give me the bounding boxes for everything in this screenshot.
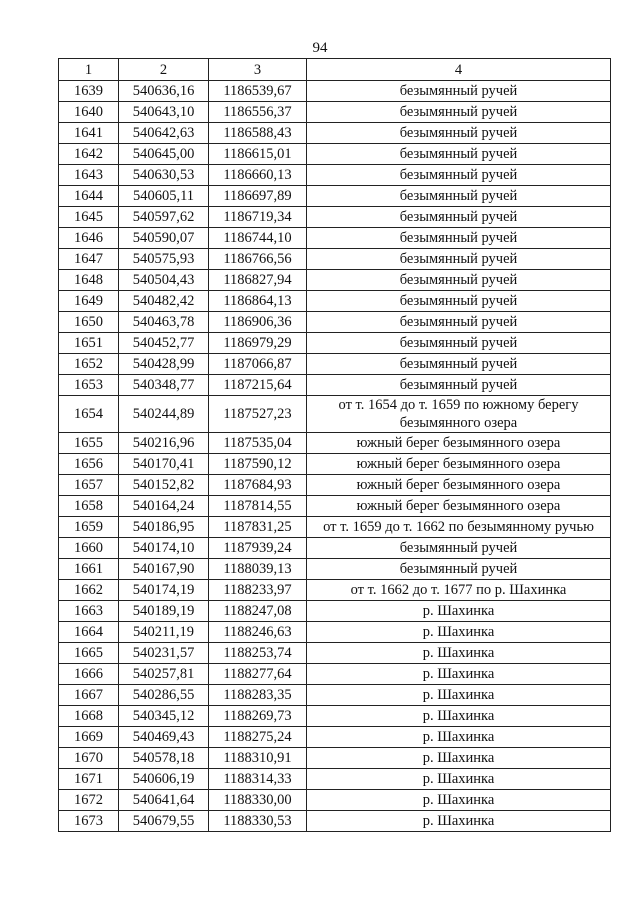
y-coordinate-cell: 1187066,87	[209, 354, 307, 375]
x-coordinate-cell: 540641,64	[119, 790, 209, 811]
x-coordinate-cell: 540428,99	[119, 354, 209, 375]
point-number-cell: 1663	[59, 601, 119, 622]
point-number-cell: 1659	[59, 517, 119, 538]
point-number-cell: 1645	[59, 207, 119, 228]
point-number-cell: 1662	[59, 580, 119, 601]
point-number-cell: 1666	[59, 664, 119, 685]
y-coordinate-cell: 1187590,12	[209, 454, 307, 475]
x-coordinate-cell: 540575,93	[119, 249, 209, 270]
y-coordinate-cell: 1188330,53	[209, 811, 307, 832]
table-row	[59, 496, 611, 517]
y-coordinate-cell: 1188039,13	[209, 559, 307, 580]
table-row	[59, 601, 611, 622]
x-coordinate-cell: 540605,11	[119, 186, 209, 207]
description-cell: безымянный ручей	[307, 81, 611, 102]
description-cell: безымянный ручей	[307, 559, 611, 580]
x-coordinate-cell: 540286,55	[119, 685, 209, 706]
y-coordinate-cell: 1186766,56	[209, 249, 307, 270]
x-coordinate-cell: 540642,63	[119, 123, 209, 144]
table-row	[59, 312, 611, 333]
y-coordinate-cell: 1188253,74	[209, 643, 307, 664]
y-coordinate-cell: 1188283,35	[209, 685, 307, 706]
point-number-cell: 1656	[59, 454, 119, 475]
y-coordinate-cell: 1187939,24	[209, 538, 307, 559]
x-coordinate-cell: 540590,07	[119, 228, 209, 249]
point-number-cell: 1649	[59, 291, 119, 312]
table-body	[59, 81, 611, 832]
description-cell: р. Шахинка	[307, 622, 611, 643]
table-row	[59, 538, 611, 559]
x-coordinate-cell: 540345,12	[119, 706, 209, 727]
description-cell: р. Шахинка	[307, 790, 611, 811]
y-coordinate-cell: 1186697,89	[209, 186, 307, 207]
x-coordinate-cell: 540231,57	[119, 643, 209, 664]
x-coordinate-cell: 540630,53	[119, 165, 209, 186]
description-cell: безымянный ручей	[307, 186, 611, 207]
description-cell: безымянный ручей	[307, 102, 611, 123]
x-coordinate-cell: 540469,43	[119, 727, 209, 748]
y-coordinate-cell: 1188277,64	[209, 664, 307, 685]
table-row	[59, 291, 611, 312]
description-cell: безымянный ручей	[307, 333, 611, 354]
point-number-cell: 1642	[59, 144, 119, 165]
y-coordinate-cell: 1188330,00	[209, 790, 307, 811]
x-coordinate-cell: 540606,19	[119, 769, 209, 790]
description-cell: безымянный ручей	[307, 144, 611, 165]
y-coordinate-cell: 1188269,73	[209, 706, 307, 727]
y-coordinate-cell: 1188310,91	[209, 748, 307, 769]
y-coordinate-cell: 1188314,33	[209, 769, 307, 790]
column-header: 2	[119, 59, 209, 81]
x-coordinate-cell: 540348,77	[119, 375, 209, 396]
point-number-cell: 1667	[59, 685, 119, 706]
column-header: 3	[209, 59, 307, 81]
y-coordinate-cell: 1187814,55	[209, 496, 307, 517]
x-coordinate-cell: 540170,41	[119, 454, 209, 475]
table-row	[59, 790, 611, 811]
x-coordinate-cell: 540482,42	[119, 291, 209, 312]
description-cell: безымянный ручей	[307, 354, 611, 375]
point-number-cell: 1652	[59, 354, 119, 375]
y-coordinate-cell: 1188233,97	[209, 580, 307, 601]
y-coordinate-cell: 1188247,08	[209, 601, 307, 622]
point-number-cell: 1654	[59, 396, 119, 433]
y-coordinate-cell: 1186539,67	[209, 81, 307, 102]
table-row	[59, 375, 611, 396]
table-row	[59, 165, 611, 186]
x-coordinate-cell: 540174,19	[119, 580, 209, 601]
point-number-cell: 1653	[59, 375, 119, 396]
point-number-cell: 1673	[59, 811, 119, 832]
description-cell: безымянный ручей	[307, 375, 611, 396]
x-coordinate-cell: 540504,43	[119, 270, 209, 291]
table-row	[59, 664, 611, 685]
table-row	[59, 475, 611, 496]
x-coordinate-cell: 540452,77	[119, 333, 209, 354]
table-row	[59, 123, 611, 144]
table-row	[59, 706, 611, 727]
y-coordinate-cell: 1187527,23	[209, 396, 307, 433]
description-cell: от т. 1662 до т. 1677 по р. Шахинка	[307, 580, 611, 601]
point-number-cell: 1644	[59, 186, 119, 207]
point-number-cell: 1671	[59, 769, 119, 790]
x-coordinate-cell: 540189,19	[119, 601, 209, 622]
table-row	[59, 685, 611, 706]
point-number-cell: 1664	[59, 622, 119, 643]
table-row	[59, 454, 611, 475]
table-row	[59, 333, 611, 354]
x-coordinate-cell: 540174,10	[119, 538, 209, 559]
point-number-cell: 1669	[59, 727, 119, 748]
x-coordinate-cell: 540216,96	[119, 433, 209, 454]
description-cell: от т. 1654 до т. 1659 по южному берегу безымянного озера	[307, 396, 611, 433]
y-coordinate-cell: 1187831,25	[209, 517, 307, 538]
y-coordinate-cell: 1187684,93	[209, 475, 307, 496]
table-row	[59, 559, 611, 580]
point-number-cell: 1643	[59, 165, 119, 186]
x-coordinate-cell: 540211,19	[119, 622, 209, 643]
x-coordinate-cell: 540186,95	[119, 517, 209, 538]
point-number-cell: 1657	[59, 475, 119, 496]
x-coordinate-cell: 540597,62	[119, 207, 209, 228]
table-row	[59, 207, 611, 228]
table-row	[59, 769, 611, 790]
y-coordinate-cell: 1186744,10	[209, 228, 307, 249]
description-cell: южный берег безымянного озера	[307, 496, 611, 517]
table-row	[59, 396, 611, 433]
point-number-cell: 1655	[59, 433, 119, 454]
description-cell: р. Шахинка	[307, 706, 611, 727]
x-coordinate-cell: 540643,10	[119, 102, 209, 123]
table-row	[59, 580, 611, 601]
point-number-cell: 1647	[59, 249, 119, 270]
table-header	[59, 59, 611, 81]
table-row	[59, 811, 611, 832]
y-coordinate-cell: 1187215,64	[209, 375, 307, 396]
point-number-cell: 1639	[59, 81, 119, 102]
description-cell: южный берег безымянного озера	[307, 475, 611, 496]
description-cell: безымянный ручей	[307, 291, 611, 312]
y-coordinate-cell: 1186615,01	[209, 144, 307, 165]
x-coordinate-cell: 540679,55	[119, 811, 209, 832]
description-cell: р. Шахинка	[307, 748, 611, 769]
x-coordinate-cell: 540152,82	[119, 475, 209, 496]
table-row	[59, 81, 611, 102]
point-number-cell: 1658	[59, 496, 119, 517]
column-header: 1	[59, 59, 119, 81]
y-coordinate-cell: 1186827,94	[209, 270, 307, 291]
description-cell: р. Шахинка	[307, 769, 611, 790]
description-cell: безымянный ручей	[307, 228, 611, 249]
y-coordinate-cell: 1186719,34	[209, 207, 307, 228]
point-number-cell: 1641	[59, 123, 119, 144]
point-number-cell: 1672	[59, 790, 119, 811]
table-row	[59, 433, 611, 454]
x-coordinate-cell: 540636,16	[119, 81, 209, 102]
description-cell: безымянный ручей	[307, 165, 611, 186]
table-row	[59, 270, 611, 291]
y-coordinate-cell: 1186906,36	[209, 312, 307, 333]
table-row	[59, 249, 611, 270]
page-number: 94	[312, 40, 328, 56]
y-coordinate-cell: 1186588,43	[209, 123, 307, 144]
point-number-cell: 1668	[59, 706, 119, 727]
table-row	[59, 186, 611, 207]
point-number-cell: 1651	[59, 333, 119, 354]
description-cell: р. Шахинка	[307, 811, 611, 832]
y-coordinate-cell: 1186864,13	[209, 291, 307, 312]
description-cell: безымянный ручей	[307, 123, 611, 144]
table-row	[59, 727, 611, 748]
description-cell: безымянный ручей	[307, 270, 611, 291]
table-row	[59, 517, 611, 538]
point-number-cell: 1640	[59, 102, 119, 123]
x-coordinate-cell: 540167,90	[119, 559, 209, 580]
table-row	[59, 228, 611, 249]
table-row	[59, 748, 611, 769]
point-number-cell: 1660	[59, 538, 119, 559]
y-coordinate-cell: 1187535,04	[209, 433, 307, 454]
table-row	[59, 643, 611, 664]
column-header: 4	[307, 59, 611, 81]
point-number-cell: 1646	[59, 228, 119, 249]
x-coordinate-cell: 540244,89	[119, 396, 209, 433]
description-cell: р. Шахинка	[307, 643, 611, 664]
description-cell: южный берег безымянного озера	[307, 433, 611, 454]
x-coordinate-cell: 540257,81	[119, 664, 209, 685]
x-coordinate-cell: 540463,78	[119, 312, 209, 333]
y-coordinate-cell: 1186660,13	[209, 165, 307, 186]
description-cell: р. Шахинка	[307, 664, 611, 685]
x-coordinate-cell: 540578,18	[119, 748, 209, 769]
table-row	[59, 622, 611, 643]
point-number-cell: 1648	[59, 270, 119, 291]
point-number-cell: 1670	[59, 748, 119, 769]
header-row	[59, 59, 611, 81]
point-number-cell: 1650	[59, 312, 119, 333]
point-number-cell: 1661	[59, 559, 119, 580]
point-number-cell: 1665	[59, 643, 119, 664]
description-cell: южный берег безымянного озера	[307, 454, 611, 475]
x-coordinate-cell: 540164,24	[119, 496, 209, 517]
description-cell: от т. 1659 до т. 1662 по безымянному ручью	[307, 517, 611, 538]
description-cell: р. Шахинка	[307, 685, 611, 706]
coordinates-table	[58, 58, 611, 832]
table-row	[59, 354, 611, 375]
table-row	[59, 102, 611, 123]
description-cell: безымянный ручей	[307, 538, 611, 559]
description-cell: р. Шахинка	[307, 727, 611, 748]
description-cell: безымянный ручей	[307, 312, 611, 333]
description-cell: безымянный ручей	[307, 207, 611, 228]
y-coordinate-cell: 1188246,63	[209, 622, 307, 643]
y-coordinate-cell: 1186979,29	[209, 333, 307, 354]
table-row	[59, 144, 611, 165]
y-coordinate-cell: 1188275,24	[209, 727, 307, 748]
x-coordinate-cell: 540645,00	[119, 144, 209, 165]
y-coordinate-cell: 1186556,37	[209, 102, 307, 123]
description-cell: безымянный ручей	[307, 249, 611, 270]
description-cell: р. Шахинка	[307, 601, 611, 622]
